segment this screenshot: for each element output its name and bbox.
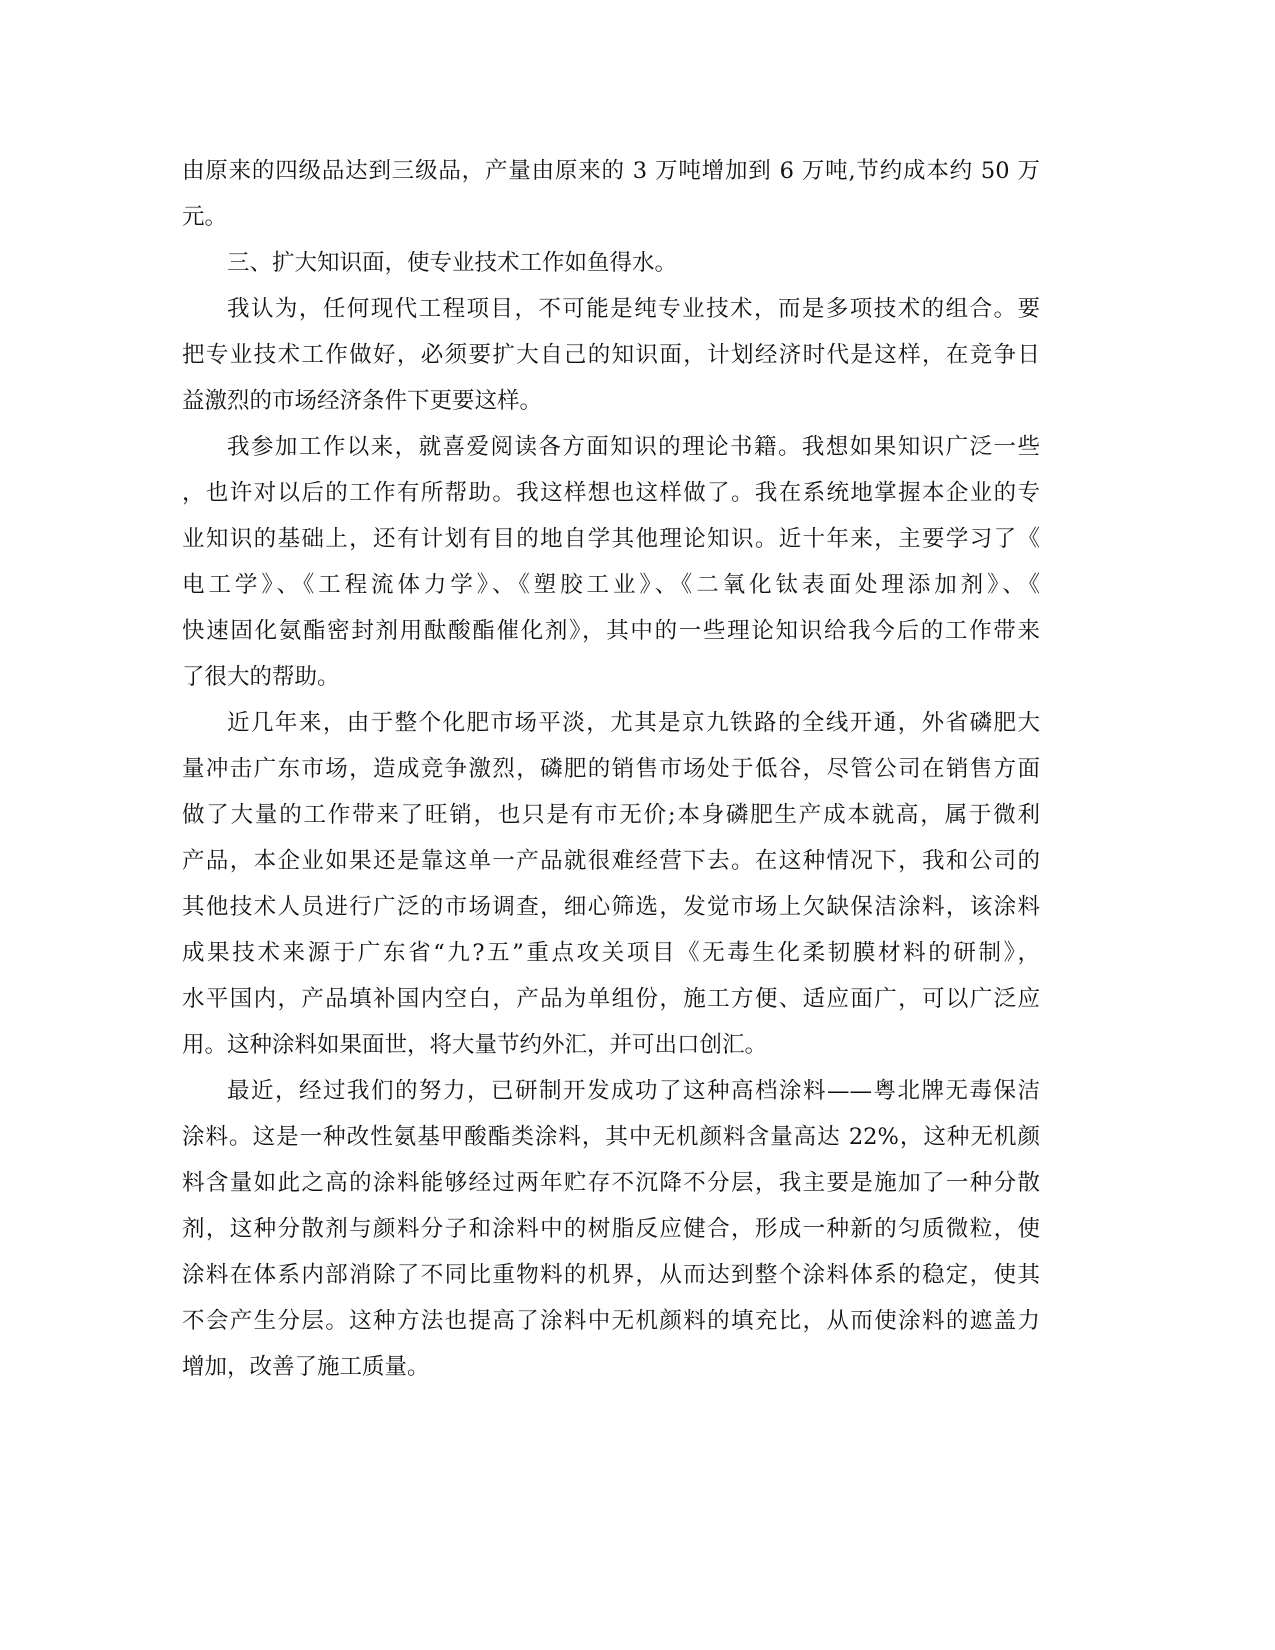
paragraph (182, 240, 1040, 286)
text-line: 用。这种涂料如果面世，将大量节约外汇，并可出口创汇。 (182, 1032, 768, 1058)
text-line: ，也许对以后的工作有所帮助。我这样想也这样做了。我在系统地掌握本企业的专 (182, 480, 1040, 506)
text-line: 由原来的四级品达到三级品，产量由原来的 3 万吨增加到 6 万吨,节约成本约 50 万 (182, 158, 1040, 184)
text-line: 水平国内，产品填补国内空白，产品为单组份，施工方便、适应面广，可以广泛应 (182, 986, 1040, 1012)
text-line: 增加，改善了施工质量。 (182, 1354, 430, 1380)
text-line: 涂料在体系内部消除了不同比重物料的机界，从而达到整个涂料体系的稳定，使其 (182, 1262, 1040, 1288)
text-line: 涂料。这是一种改性氨基甲酸酯类涂料，其中无机颜料含量高达 22%，这种无机颜 (182, 1124, 1040, 1150)
text-line: 我参加工作以来，就喜爱阅读各方面知识的理论书籍。我想如果知识广泛一些 (227, 434, 1040, 460)
text-line: 剂，这种分散剂与颜料分子和涂料中的树脂反应健合，形成一种新的匀质微粒，使 (182, 1216, 1040, 1242)
paragraph (182, 148, 1040, 240)
text-line: 最近，经过我们的努力，已研制开发成功了这种高档涂料——粤北牌无毒保洁 (227, 1078, 1040, 1104)
text-line: 做了大量的工作带来了旺销，也只是有市无价;本身磷肥生产成本就高，属于微利 (182, 802, 1040, 828)
paragraph (182, 286, 1040, 424)
document-page (182, 148, 1040, 1390)
text-line: 近几年来，由于整个化肥市场平淡，尤其是京九铁路的全线开通，外省磷肥大 (227, 710, 1040, 736)
text-line: 了很大的帮助。 (182, 664, 340, 690)
text-line: 量冲击广东市场，造成竞争激烈，磷肥的销售市场处于低谷，尽管公司在销售方面 (182, 756, 1040, 782)
text-line: 三、扩大知识面，使专业技术工作如鱼得水。 (227, 250, 678, 276)
text-line: 成果技术来源于广东省“九?五”重点攻关项目《无毒生化柔韧膜材料的研制》， (182, 940, 1040, 966)
text-line: 元。 (182, 204, 228, 230)
paragraph (182, 1068, 1040, 1390)
text-line: 料含量如此之高的涂料能够经过两年贮存不沉降不分层，我主要是施加了一种分散 (182, 1170, 1040, 1196)
text-line: 益激烈的市场经济条件下更要这样。 (182, 388, 543, 414)
text-line: 业知识的基础上，还有计划有目的地自学其他理论知识。近十年来，主要学习了《 (182, 526, 1040, 552)
text-line: 我认为，任何现代工程项目，不可能是纯专业技术，而是多项技术的组合。要 (227, 296, 1040, 322)
text-line: 不会产生分层。这种方法也提高了涂料中无机颜料的填充比，从而使涂料的遮盖力 (182, 1308, 1040, 1334)
text-line: 电工学》、《工程流体力学》、《塑胶工业》、《二氧化钛表面处理添加剂》、《 (182, 572, 1040, 598)
text-line: 快速固化氨酯密封剂用酞酸酯催化剂》，其中的一些理论知识给我今后的工作带来 (182, 618, 1040, 644)
paragraph (182, 424, 1040, 700)
text-line: 其他技术人员进行广泛的市场调查，细心筛选，发觉市场上欠缺保洁涂料，该涂料 (182, 894, 1040, 920)
paragraph (182, 700, 1040, 1068)
text-line: 把专业技术工作做好，必须要扩大自己的知识面，计划经济时代是这样，在竞争日 (182, 342, 1040, 368)
text-line: 产品，本企业如果还是靠这单一产品就很难经营下去。在这种情况下，我和公司的 (182, 848, 1040, 874)
